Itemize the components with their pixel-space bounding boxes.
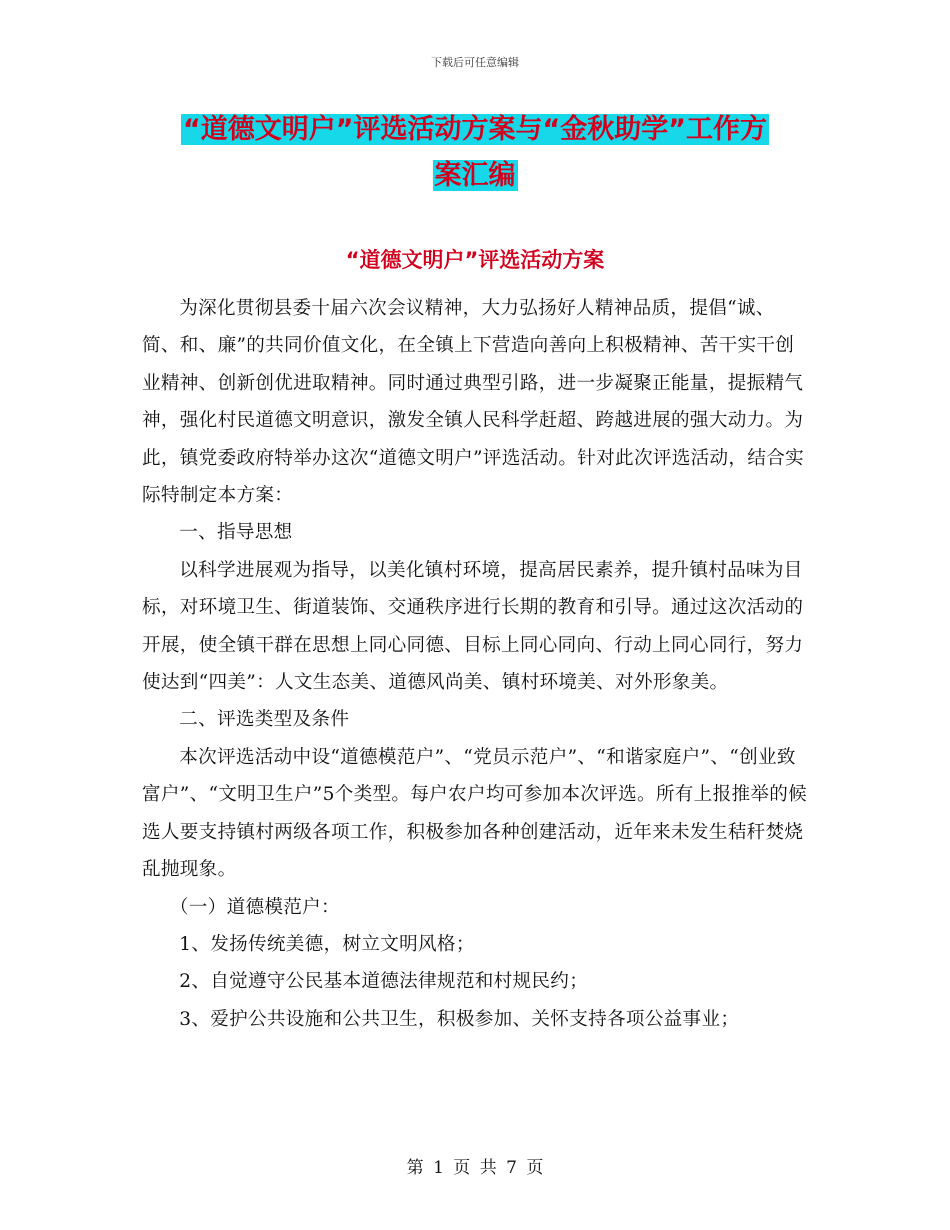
section-title: “道德文明户”评选活动方案 [345,248,605,272]
title-highlight: 案汇编 [434,160,516,191]
paragraph-selection-types: 本次评选活动中设“道德模范户”、“党员示范户”、“和谐家庭户”、“创业致富户”、“文明卫生户”5个类型。每户农户均可参加本次评选。所有上报推举的候选人要支持镇村两级各项工作，积极参加各种创建活动，近年来未发生秸秆焚烧乱抛现象。 [142,746,808,881]
list-item: 3、爱护公共设施和公共卫生，积极参加、关怀支持各项公益事业； [179,1008,740,1030]
document-body [142,290,812,1038]
list-item: 1、发扬传统美德，树立文明风格； [179,933,475,955]
subheading-moral-model: （一）道德模范户： [169,896,340,918]
paragraph-guiding-thought: 以科学进展观为指导，以美化镇村环境，提高居民素养，提升镇村品味为目标，对环境卫生、街道装饰、交通秩序进行长期的教育和引导。通过这次活动的开展，使全镇干群在思想上同心同德、目标上同心同向、行动上同心同行，努力使达到“四美”：人文生态美、道德风尚美、镇村环境美、对外形象美。 [142,559,804,694]
document-title-line-1 [0,106,950,154]
page-number: 第 1 页 共 7 页 [406,1158,544,1178]
list-item: 2、自觉遵守公民基本道德法律规范和村规民约； [179,971,589,993]
title-highlight: “道德文明户”评选活动方案与“金秋助学”工作方 [183,114,767,145]
paragraph-intro: 为深化贯彻县委十届六次会议精神，大力弘扬好人精神品质，提倡“诚、简、和、廉”的共同价值文化，在全镇上下营造向善向上积极精神、苦干实干创业精神、创新创优进取精神。同时通过典型引路，进一步凝聚正能量，提振精气神，强化村民道德文明意识，激发全镇人民科学赶超、跨越进展的强大动力。为此，镇党委政府特举办这次“道德文明户”评选活动。针对此次评选活动，结合实际特制定本方案： [142,298,804,507]
document-title-line-2 [0,152,950,200]
heading-selection-types: 二、评选类型及条件 [179,709,350,731]
header-note: 下载后可任意编辑 [431,56,519,69]
heading-guiding-thought: 一、指导思想 [179,522,293,544]
